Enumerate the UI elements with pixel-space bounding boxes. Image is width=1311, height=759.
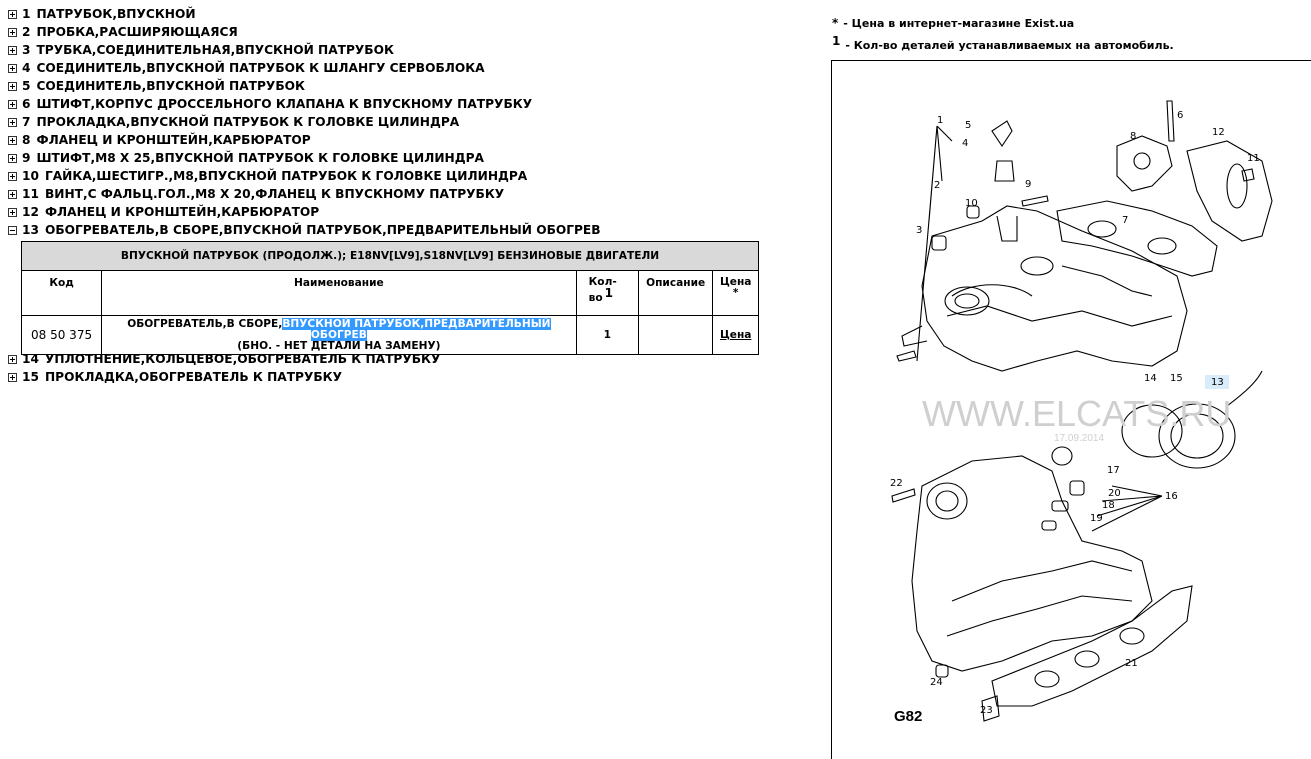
callout-5[interactable]: 5 bbox=[965, 120, 972, 131]
parts-table bbox=[21, 241, 759, 355]
callout-2[interactable]: 2 bbox=[934, 180, 941, 191]
callout-19[interactable]: 19 bbox=[1090, 513, 1103, 524]
callout-18[interactable]: 18 bbox=[1102, 500, 1115, 511]
expand-icon[interactable] bbox=[8, 373, 17, 382]
callout-7[interactable]: 7 bbox=[1122, 215, 1129, 226]
callout-8[interactable]: 8 bbox=[1130, 131, 1137, 142]
row-code[interactable]: 08 50 375 bbox=[22, 316, 102, 355]
tree-item-number: 1 bbox=[22, 7, 31, 21]
tree-item-number: 11 bbox=[22, 187, 39, 201]
figure-label: G82 bbox=[894, 708, 923, 725]
tree-item-number: 12 bbox=[22, 205, 39, 219]
legend bbox=[832, 12, 1174, 56]
tree-item-14[interactable] bbox=[8, 350, 808, 368]
tree-item-9[interactable] bbox=[8, 149, 808, 167]
tree-item-7[interactable] bbox=[8, 113, 808, 131]
expand-icon[interactable] bbox=[8, 64, 17, 73]
legend-qty-text: - Кол-во деталей устанавливаемых на автомобиль. bbox=[845, 38, 1174, 52]
callout-10[interactable]: 10 bbox=[965, 198, 978, 209]
callout-15[interactable]: 15 bbox=[1170, 373, 1183, 384]
tree-item-5[interactable] bbox=[8, 77, 808, 95]
legend-price-text: - Цена в интернет-магазине Exist.ua bbox=[843, 16, 1075, 30]
tree-item-10[interactable] bbox=[8, 167, 808, 185]
callout-20[interactable]: 20 bbox=[1108, 488, 1121, 499]
table-row bbox=[22, 316, 759, 355]
tree-item-label[interactable]: ФЛАНЕЦ И КРОНШТЕЙН,КАРБЮРАТОР bbox=[36, 133, 311, 147]
header-qty-line2: во bbox=[588, 292, 603, 304]
callout-6[interactable]: 6 bbox=[1177, 110, 1184, 121]
row-qty: 1 bbox=[576, 316, 638, 355]
callout-12[interactable]: 12 bbox=[1212, 127, 1225, 138]
tree-item-label[interactable]: ПРОКЛАДКА,ВПУСКНОЙ ПАТРУБОК К ГОЛОВКЕ ЦИЛИНДРА bbox=[36, 115, 460, 129]
tree-item-number: 2 bbox=[22, 25, 31, 39]
tree-item-label[interactable]: ТРУБКА,СОЕДИНИТЕЛЬНАЯ,ВПУСКНОЙ ПАТРУБОК bbox=[36, 43, 394, 57]
tree-item-2[interactable] bbox=[8, 23, 808, 41]
watermark-date: 17.09.2014 bbox=[1054, 433, 1105, 444]
tree-item-15[interactable] bbox=[8, 368, 808, 386]
tree-item-number: 3 bbox=[22, 43, 31, 57]
tree-item-label[interactable]: ВИНТ,С ФАЛЬЦ.ГОЛ.,М8 X 20,ФЛАНЕЦ К ВПУСКНОМУ ПАТРУБКУ bbox=[44, 187, 505, 201]
tree-item-6[interactable] bbox=[8, 95, 808, 113]
expand-icon[interactable] bbox=[8, 355, 17, 364]
table-caption: ВПУСКНОЙ ПАТРУБОК (ПРОДОЛЖ.); E18NV[LV9],S18NV[LV9] БЕНЗИНОВЫЕ ДВИГАТЕЛИ bbox=[22, 242, 759, 271]
callout-14[interactable]: 14 bbox=[1144, 373, 1157, 384]
tree-item-4[interactable] bbox=[8, 59, 808, 77]
tree-item-label[interactable]: ПАТРУБОК,ВПУСКНОЙ bbox=[36, 7, 196, 21]
row-name-selected-text[interactable]: ВПУСКНОЙ ПАТРУБОК,ПРЕДВАРИТЕЛЬНЫЙ ОБОГРЕВ bbox=[282, 317, 551, 341]
tree-item-label[interactable]: ОБОГРЕВАТЕЛЬ,В СБОРЕ,ВПУСКНОЙ ПАТРУБОК,ПРЕДВАРИТЕЛЬНЫЙ ОБОГРЕВ bbox=[44, 223, 601, 237]
row-name-note: (БНО. - НЕТ ДЕТАЛИ НА ЗАМЕНУ) bbox=[237, 339, 441, 352]
expand-icon[interactable] bbox=[8, 10, 17, 19]
tree-item-number: 10 bbox=[22, 169, 39, 183]
callout-4[interactable]: 4 bbox=[962, 138, 969, 149]
tree-item-label[interactable]: СОЕДИНИТЕЛЬ,ВПУСКНОЙ ПАТРУБОК bbox=[36, 79, 305, 93]
tree-item-number: 13 bbox=[22, 223, 39, 237]
legend-qty-row bbox=[832, 34, 1174, 56]
callout-9[interactable]: 9 bbox=[1025, 179, 1032, 190]
tree-item-label[interactable]: СОЕДИНИТЕЛЬ,ВПУСКНОЙ ПАТРУБОК К ШЛАНГУ СЕРВОБЛОКА bbox=[36, 61, 485, 75]
tree-item-number: 14 bbox=[22, 352, 39, 366]
callout-3[interactable]: 3 bbox=[916, 225, 923, 236]
callout-11[interactable]: 11 bbox=[1247, 153, 1260, 164]
row-name[interactable] bbox=[102, 316, 577, 355]
expand-icon[interactable] bbox=[8, 46, 17, 55]
header-price bbox=[713, 271, 759, 316]
tree-item-label[interactable]: УПЛОТНЕНИЕ,КОЛЬЦЕВОЕ,ОБОГРЕВАТЕЛЬ К ПАТРУБКУ bbox=[44, 352, 441, 366]
callout-13[interactable]: 13 bbox=[1211, 377, 1224, 388]
callout-1[interactable]: 1 bbox=[937, 115, 944, 126]
parts-tree-bottom bbox=[8, 350, 808, 386]
header-price-sup: * bbox=[732, 287, 739, 299]
exploded-diagram[interactable] bbox=[831, 60, 1311, 759]
tree-item-3[interactable] bbox=[8, 41, 808, 59]
callout-24[interactable]: 24 bbox=[930, 677, 943, 688]
tree-item-number: 6 bbox=[22, 97, 31, 111]
expand-icon[interactable] bbox=[8, 136, 17, 145]
tree-item-label[interactable]: ПРОБКА,РАСШИРЯЮЩАЯСЯ bbox=[36, 25, 238, 39]
expand-icon[interactable] bbox=[8, 208, 17, 217]
tree-item-number: 15 bbox=[22, 370, 39, 384]
collapse-icon[interactable] bbox=[8, 226, 17, 235]
callout-23[interactable]: 23 bbox=[980, 705, 993, 716]
tree-item-label[interactable]: ФЛАНЕЦ И КРОНШТЕЙН,КАРБЮРАТОР bbox=[44, 205, 320, 219]
header-name: Наименование bbox=[102, 271, 577, 316]
row-name-plain: ОБОГРЕВАТЕЛЬ,В СБОРЕ, bbox=[127, 317, 283, 330]
tree-item-label[interactable]: ШТИФТ,КОРПУС ДРОССЕЛЬНОГО КЛАПАНА К ВПУСКНОМУ ПАТРУБКУ bbox=[36, 97, 533, 111]
price-link[interactable]: Цена bbox=[719, 329, 752, 341]
tree-item-label[interactable]: ГАЙКА,ШЕСТИГР.,М8,ВПУСКНОЙ ПАТРУБОК К ГОЛОВКЕ ЦИЛИНДРА bbox=[44, 169, 528, 183]
manifold-upper-drawing bbox=[897, 101, 1272, 371]
tree-item-number: 4 bbox=[22, 61, 31, 75]
tree-item-number: 9 bbox=[22, 151, 31, 165]
expand-icon[interactable] bbox=[8, 118, 17, 127]
table-header-row bbox=[22, 271, 759, 316]
tree-item-number: 5 bbox=[22, 79, 31, 93]
legend-price-mark: * bbox=[832, 16, 839, 30]
expand-icon[interactable] bbox=[8, 154, 17, 163]
expand-icon[interactable] bbox=[8, 100, 17, 109]
callout-16[interactable]: 16 bbox=[1165, 491, 1178, 502]
header-qty-line1: Кол- bbox=[588, 276, 617, 288]
diagram-drawing bbox=[832, 61, 1311, 759]
parts-tree-top bbox=[8, 5, 808, 239]
header-price-label: Цена bbox=[719, 276, 752, 288]
callout-22[interactable]: 22 bbox=[890, 478, 903, 489]
tree-item-8[interactable] bbox=[8, 131, 808, 149]
legend-price-row bbox=[832, 12, 1174, 34]
expand-icon[interactable] bbox=[8, 190, 17, 199]
row-price-cell bbox=[713, 316, 759, 355]
tree-item-1[interactable] bbox=[8, 5, 808, 23]
expand-icon[interactable] bbox=[8, 28, 17, 37]
header-qty-sup: 1 bbox=[604, 286, 613, 300]
tree-item-13[interactable] bbox=[8, 221, 808, 239]
header-description: Описание bbox=[638, 271, 713, 316]
legend-qty-mark: 1 bbox=[832, 34, 841, 48]
tree-item-12[interactable] bbox=[8, 203, 808, 221]
row-description bbox=[638, 316, 713, 355]
tree-item-label[interactable]: ПРОКЛАДКА,ОБОГРЕВАТЕЛЬ К ПАТРУБКУ bbox=[44, 370, 343, 384]
callout-17[interactable]: 17 bbox=[1107, 465, 1120, 476]
watermark-text: WWW.ELCATS.RU bbox=[922, 393, 1232, 434]
callout-21[interactable]: 21 bbox=[1125, 658, 1138, 669]
tree-item-number: 8 bbox=[22, 133, 31, 147]
tree-item-11[interactable] bbox=[8, 185, 808, 203]
tree-item-number: 7 bbox=[22, 115, 31, 129]
tree-item-label[interactable]: ШТИФТ,М8 X 25,ВПУСКНОЙ ПАТРУБОК К ГОЛОВКЕ ЦИЛИНДРА bbox=[36, 151, 484, 165]
header-qty bbox=[576, 271, 638, 316]
expand-icon[interactable] bbox=[8, 82, 17, 91]
expand-icon[interactable] bbox=[8, 172, 17, 181]
header-code: Код bbox=[22, 271, 102, 316]
